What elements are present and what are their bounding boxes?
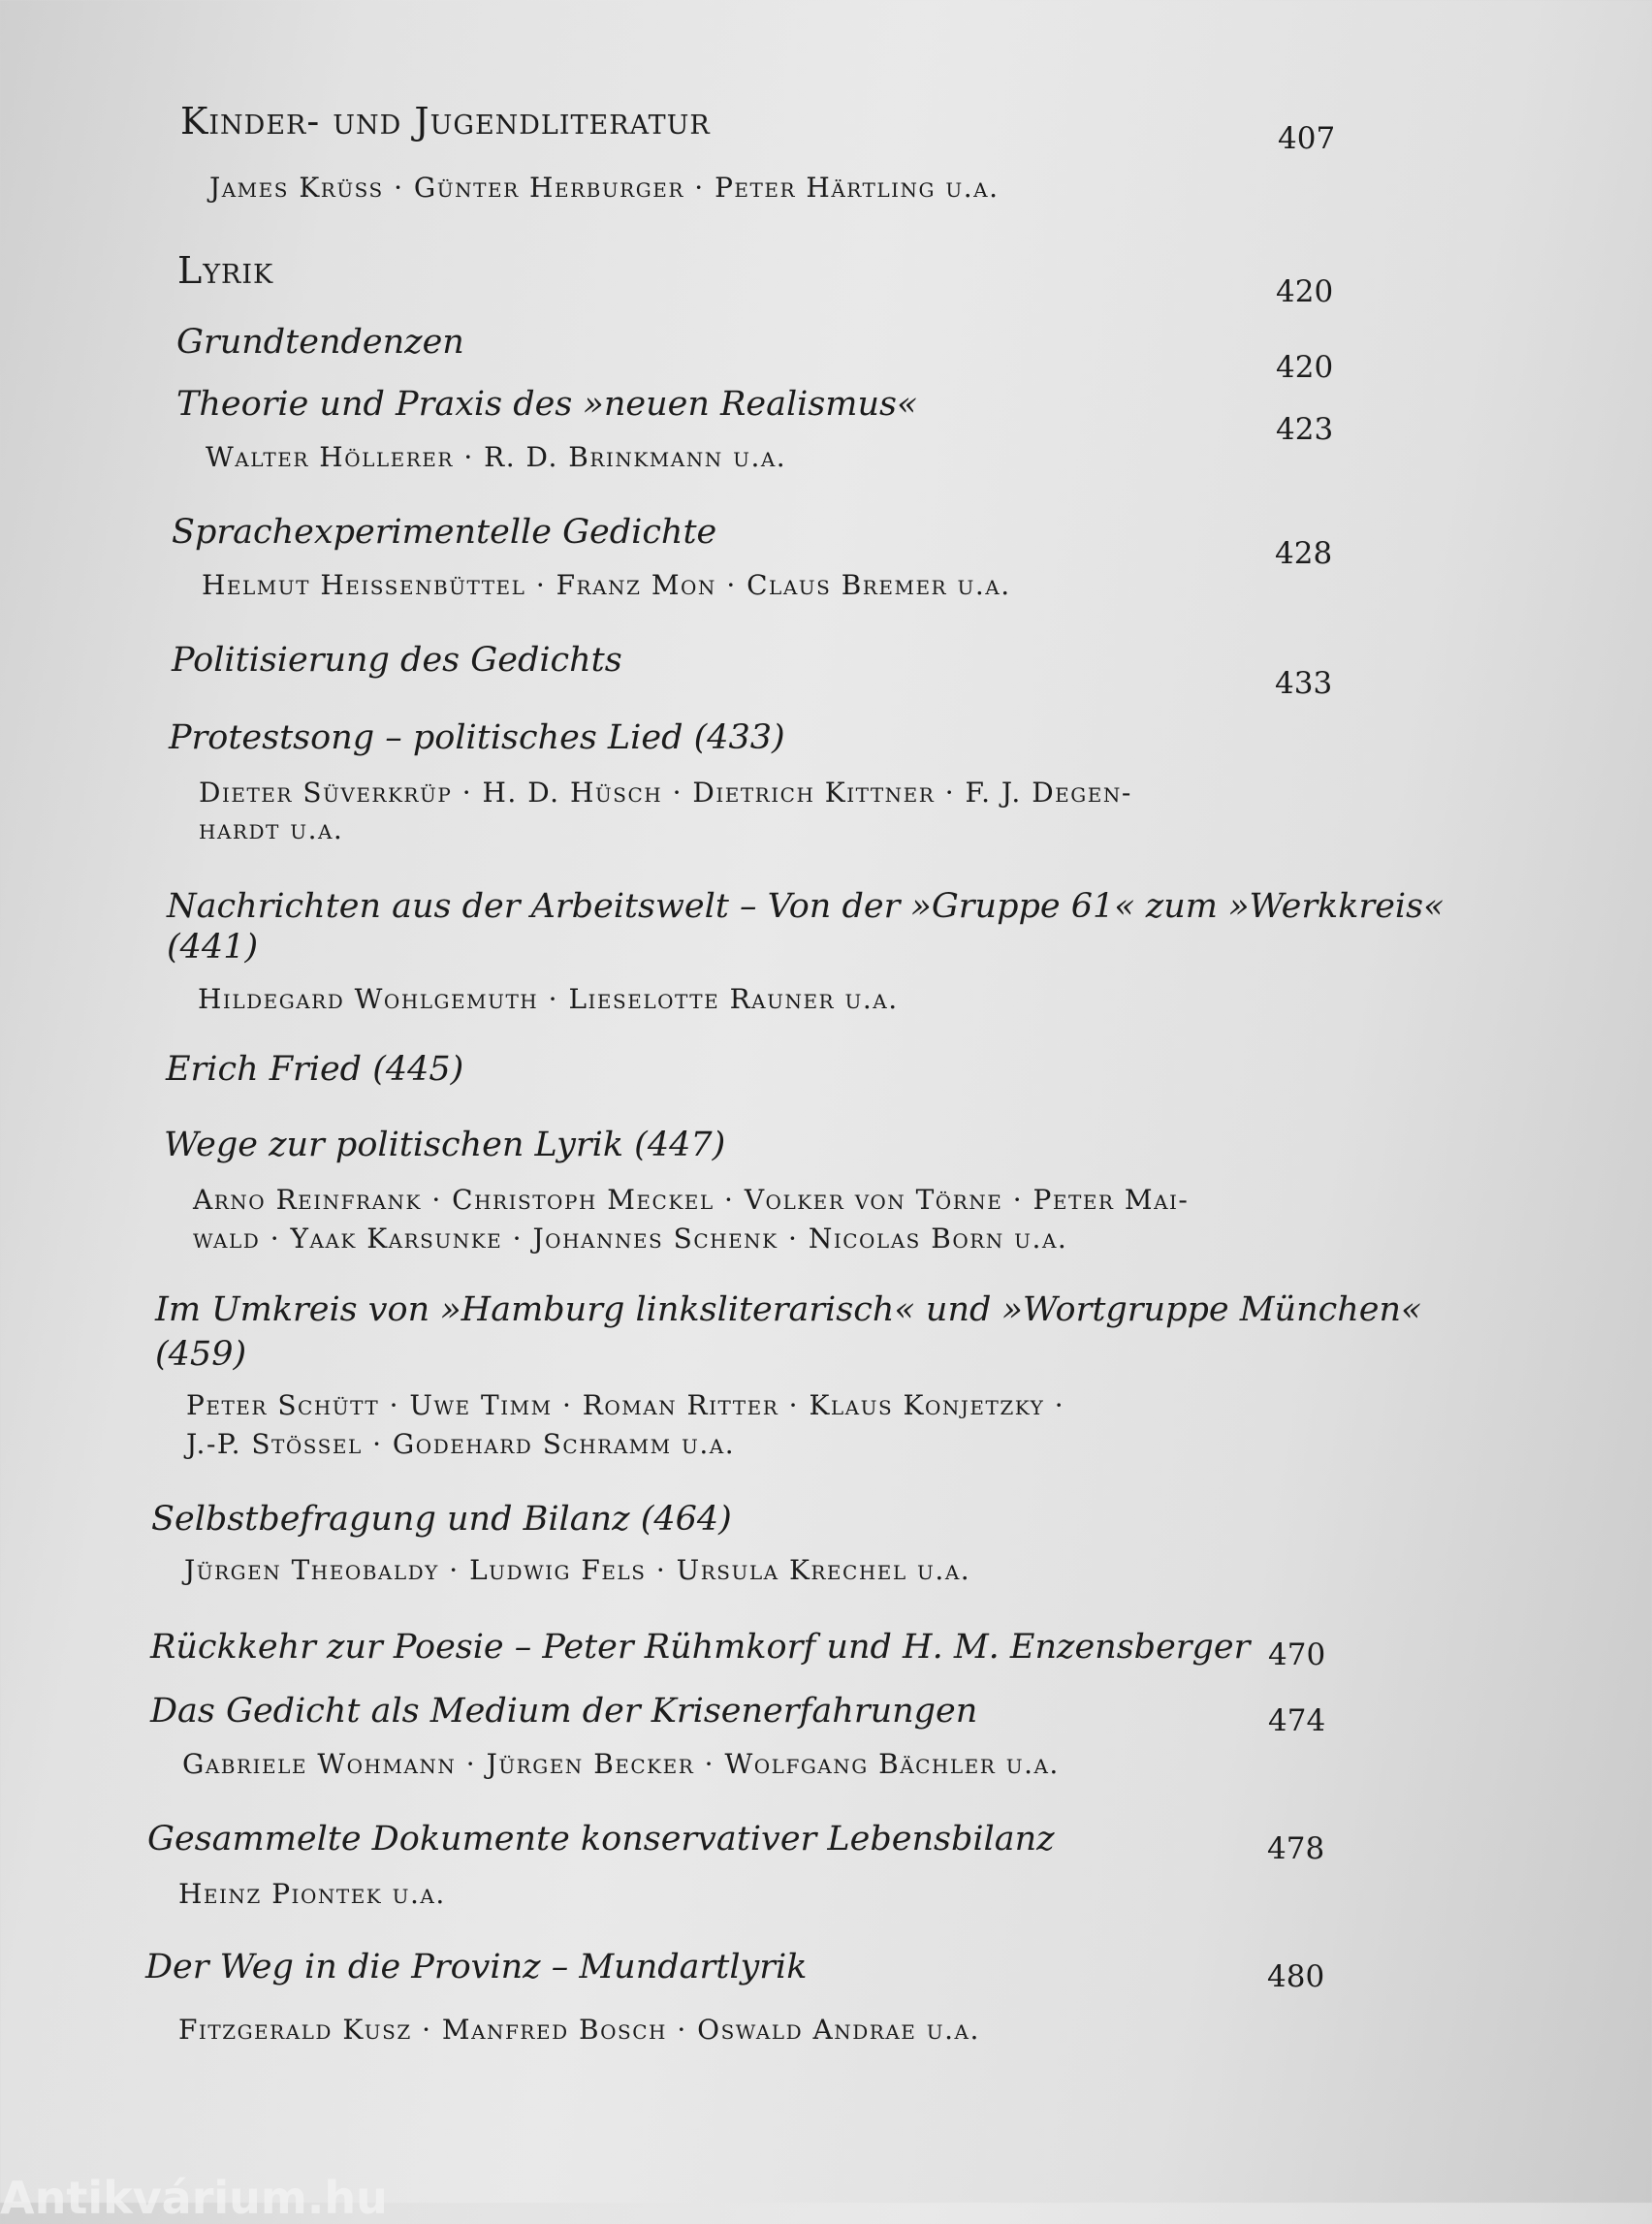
authors-nachrichten: Hildegard Wohlgemuth · Lieselotte Rauner u.a. bbox=[198, 983, 899, 1015]
authors-sprachexperimentell: Helmut Heissenbüttel · Franz Mon · Claus Bremer u.a. bbox=[202, 569, 1011, 601]
page-number-theorie: 423 bbox=[1276, 412, 1334, 447]
heading-selbstbefragung: Selbstbefragung und Bilanz (464) bbox=[151, 1500, 732, 1539]
heading-sprachexperimentell: Sprachexperimentelle Gedichte bbox=[172, 513, 717, 552]
section-title-kjl: Kinder- und Jugendliteratur bbox=[180, 100, 711, 143]
page-number-medium: 474 bbox=[1268, 1703, 1326, 1738]
heading-medium: Das Gedicht als Medium der Krisenerfahrungen bbox=[150, 1692, 978, 1731]
page-number-grundtendenzen: 420 bbox=[1276, 350, 1334, 385]
page-number-weg-provinz: 480 bbox=[1267, 1959, 1325, 1994]
heading-protestsong: Protestsong – politisches Lied (433) bbox=[169, 718, 785, 757]
authors-kjl: James Krüss · Günter Herburger · Peter Härtling u.a. bbox=[209, 172, 1000, 204]
authors-gesammelte: Heinz Piontek u.a. bbox=[178, 1878, 446, 1910]
heading-politisierung: Politisierung des Gedichts bbox=[172, 641, 622, 680]
authors-wege-line2: wald · Yaak Karsunke · Johannes Schenk · Nicolas Born u.a. bbox=[193, 1223, 1068, 1255]
heading-nachrichten-line2: (441) bbox=[167, 928, 259, 967]
authors-umkreis-line2: J.-P. Stössel · Godehard Schramm u.a. bbox=[186, 1428, 736, 1460]
page-number-politisierung: 433 bbox=[1275, 666, 1333, 701]
heading-nachrichten-line1: Nachrichten aus der Arbeitswelt – Von der »Gruppe 61« zum »Werkkreis« bbox=[167, 887, 1445, 926]
heading-gesammelte: Gesammelte Dokumente konservativer Lebensbilanz bbox=[147, 1820, 1055, 1859]
authors-theorie: Walter Höllerer · R. D. Brinkmann u.a. bbox=[206, 441, 787, 473]
authors-umkreis-line1: Peter Schütt · Uwe Timm · Roman Ritter · Klaus Konjetzky · bbox=[186, 1389, 1065, 1421]
page-number-rueckkehr: 470 bbox=[1268, 1637, 1326, 1672]
page-number-lyrik: 420 bbox=[1276, 274, 1334, 309]
heading-wege: Wege zur politischen Lyrik (447) bbox=[164, 1126, 726, 1164]
page-number-kjl: 407 bbox=[1278, 121, 1336, 156]
authors-selbstbefragung: Jürgen Theobaldy · Ludwig Fels · Ursula Krechel u.a. bbox=[184, 1554, 971, 1586]
authors-protestsong-line2: hardt u.a. bbox=[199, 813, 344, 845]
authors-protestsong-line1: Dieter Süverkrüp · H. D. Hüsch · Dietrich Kittner · F. J. Degen- bbox=[199, 777, 1132, 809]
heading-grundtendenzen: Grundtendenzen bbox=[176, 323, 464, 362]
section-title-lyrik: Lyrik bbox=[177, 249, 274, 292]
heading-umkreis-line2: (459) bbox=[155, 1335, 247, 1374]
heading-umkreis-line1: Im Umkreis von »Hamburg linksliterarisch« und »Wortgruppe München« bbox=[155, 1290, 1422, 1329]
heading-erich-fried: Erich Fried (445) bbox=[166, 1050, 464, 1089]
heading-theorie: Theorie und Praxis des »neuen Realismus« bbox=[176, 385, 918, 424]
authors-medium: Gabriele Wohmann · Jürgen Becker · Wolfgang Bächler u.a. bbox=[182, 1748, 1060, 1780]
heading-weg-provinz: Der Weg in die Provinz – Mundartlyrik bbox=[145, 1948, 808, 1986]
authors-wege-line1: Arno Reinfrank · Christoph Meckel · Volker von Törne · Peter Mai- bbox=[193, 1184, 1190, 1216]
heading-rueckkehr: Rückkehr zur Poesie – Peter Rühmkorf und H. M. Enzensberger bbox=[150, 1628, 1251, 1667]
page-number-sprachexperimentell: 428 bbox=[1275, 536, 1333, 571]
watermark-text: Antikvárium.hu bbox=[0, 2172, 388, 2224]
page-number-gesammelte: 478 bbox=[1267, 1831, 1325, 1866]
authors-weg-provinz: Fitzgerald Kusz · Manfred Bosch · Oswald Andrae u.a. bbox=[178, 2014, 980, 2046]
